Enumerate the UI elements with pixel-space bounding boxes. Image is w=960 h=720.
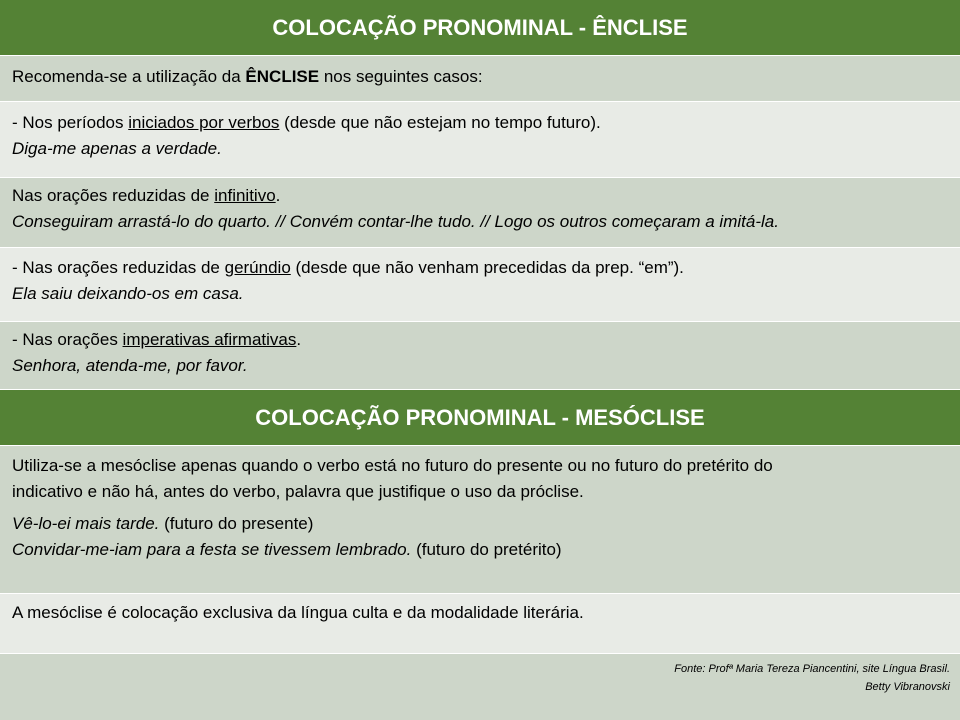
mesoclise-note: A mesóclise é colocação exclusiva da língua culta e da modalidade literária. <box>12 603 584 622</box>
enclise-case-2 <box>0 178 960 248</box>
case2-after: . <box>275 186 281 205</box>
intro-after: nos seguintes casos: <box>319 67 483 86</box>
case4-example: Senhora, atenda-me, por favor. <box>12 356 248 375</box>
case3-before: - Nas orações reduzidas de <box>12 258 225 277</box>
intro-before: Recomenda-se a utilização da <box>12 67 246 86</box>
mesoclise-body <box>0 446 960 594</box>
case2-example: Conseguiram arrastá-lo do quarto. // Convém contar-lhe tudo. // Logo os outros começaram a imitá-la. <box>12 212 779 231</box>
case4-before: - Nas orações <box>12 330 123 349</box>
source-footer <box>0 654 960 720</box>
case4-underline: imperativas afirmativas <box>122 330 297 349</box>
mesoclise-line-1: Utiliza-se a mesóclise apenas quando o verbo está no futuro do presente ou no futuro do pretérito do <box>12 456 773 475</box>
mesoclise-example-2-note: (futuro do pretérito) <box>411 540 562 559</box>
author-line: Betty Vibranovski <box>865 681 950 693</box>
enclise-title: COLOCAÇÃO PRONOMINAL - ÊNCLISE <box>0 0 960 56</box>
mesoclise-line-2: indicativo e não há, antes do verbo, palavra que justifique o uso da próclise. <box>12 482 584 501</box>
enclise-case-3 <box>0 248 960 322</box>
case1-example: Diga-me apenas a verdade. <box>12 139 222 158</box>
intro-bold: ÊNCLISE <box>245 67 320 86</box>
mesoclise-example-1: Vê-lo-ei mais tarde. <box>12 514 160 533</box>
enclise-case-4 <box>0 322 960 390</box>
case3-example: Ela saiu deixando-os em casa. <box>12 284 244 303</box>
mesoclise-title: COLOCAÇÃO PRONOMINAL - MESÓCLISE <box>0 390 960 446</box>
case1-after: (desde que não estejam no tempo futuro). <box>279 113 601 132</box>
case3-underline: gerúndio <box>224 258 291 277</box>
case1-before: - Nos períodos <box>12 113 129 132</box>
mesoclise-example-1-note: (futuro do presente) <box>159 514 314 533</box>
enclise-intro <box>0 56 960 102</box>
case2-before: Nas orações reduzidas de <box>12 186 215 205</box>
source-line: Fonte: Profª Maria Tereza Piancentini, site Língua Brasil. <box>674 663 950 675</box>
enclise-case-1 <box>0 102 960 178</box>
mesoclise-example-2: Convidar-me-iam para a festa se tivessem lembrado. <box>12 540 412 559</box>
case3-after: (desde que não venham precedidas da prep. “em”). <box>290 258 684 277</box>
mesoclise-note-row <box>0 594 960 654</box>
case2-underline: infinitivo <box>214 186 276 205</box>
case4-after: . <box>296 330 302 349</box>
case1-underline: iniciados por verbos <box>128 113 280 132</box>
